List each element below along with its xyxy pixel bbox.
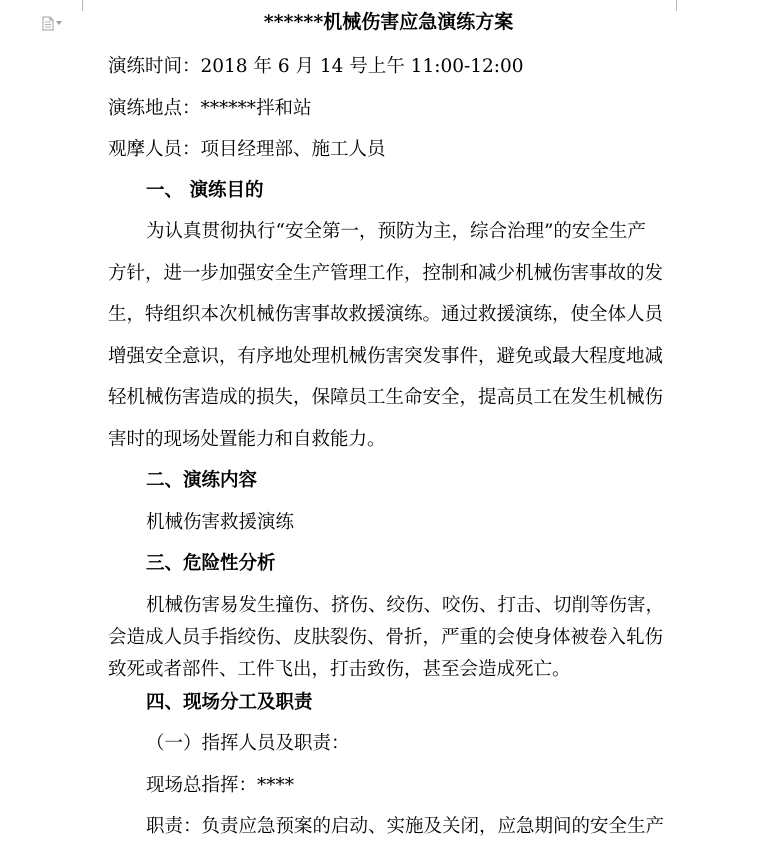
section-2-text: 机械伤害救援演练 (146, 512, 295, 533)
document-title: ******机械伤害应急演练方案 (263, 11, 514, 33)
section-3-paragraph-line: 致死或者部件、工件飞出，打击致伤，甚至会造成死亡。 (108, 659, 571, 680)
drill-time: 演练时间：2018 年 6 月 14 号上午 11:00-12:00 (108, 56, 524, 77)
section-1-paragraph-line: 增强安全意识，有序地处理机械伤害突发事件，避免或最大程度地减 (108, 346, 664, 367)
drill-location: 演练地点：******拌和站 (108, 98, 312, 119)
duty-line: 职责：负责应急预案的启动、实施及关闭，应急期间的安全生产 (146, 816, 665, 837)
section-3-paragraph-line: 会造成人员手指绞伤、皮肤裂伤、骨折，严重的会使身体被卷入轧伤 (108, 627, 664, 648)
section-4-heading: 四、现场分工及职责 (146, 692, 313, 713)
section-3-paragraph-line: 机械伤害易发生撞伤、挤伤、绞伤、咬伤、打击、切削等伤害， (146, 595, 665, 616)
subsection-4-1-heading: （一）指挥人员及职责： (146, 733, 350, 754)
section-3-heading: 三、危险性分析 (146, 553, 276, 574)
observers: 观摩人员：项目经理部、施工人员 (108, 139, 386, 160)
section-2-heading: 二、演练内容 (146, 470, 258, 491)
section-1-paragraph-line: 害时的现场处置能力和自救能力。 (108, 429, 386, 450)
section-1-paragraph-line: 为认真贯彻执行“安全第一，预防为主，综合治理”的安全生产 (146, 221, 646, 242)
section-1-paragraph-line: 方针，进一步加强安全生产管理工作，控制和减少机械伤害事故的发 (108, 263, 664, 284)
section-1-paragraph-line: 生，特组织本次机械伤害事故救援演练。通过救援演练，使全体人员 (108, 304, 664, 325)
commander: 现场总指挥：**** (146, 775, 295, 796)
section-1-heading: 一、 演练目的 (146, 180, 264, 201)
section-1-paragraph-line: 轻机械伤害造成的损失，保障员工生命安全，提高员工在发生机械伤 (108, 387, 664, 408)
